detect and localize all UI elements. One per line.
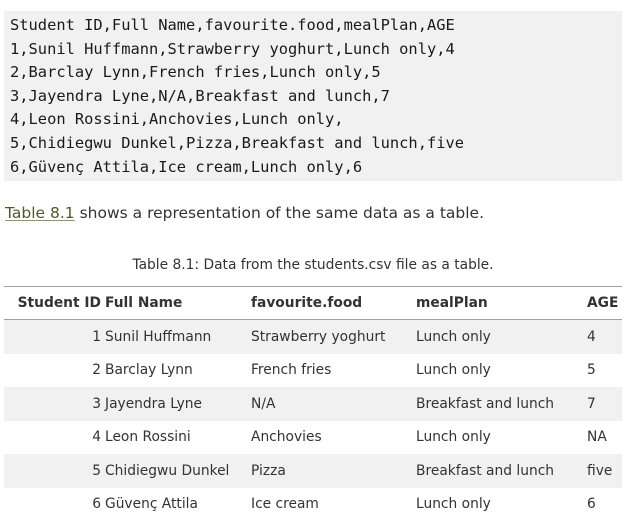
cell-meal-plan: Breakfast and lunch [416,387,587,421]
cell-favourite-food: French fries [251,362,332,379]
code-line: Student ID,Full Name,favourite.food,mealPlan,AGE [10,16,455,34]
cell-meal-plan: Lunch only [416,496,491,513]
header-favourite-food: favourite.food [251,287,416,320]
header-age: AGE [587,287,622,320]
cell-full-name: Leon Rossini [105,429,191,446]
code-line: 1,Sunil Huffmann,Strawberry yoghurt,Lunch only,4 [10,39,455,58]
cell-student-id: 3 [4,387,101,421]
cell-student-id: 1 [4,320,101,354]
cell-student-id: 2 [92,362,101,379]
cell-favourite-food: Anchovies [251,429,322,446]
cell-favourite-food: Strawberry yoghurt [251,320,416,354]
cell-age: NA [587,429,607,446]
cell-student-id: 5 [4,454,101,488]
cell-age: five [587,454,622,488]
cell-age: 6 [587,496,596,513]
description-paragraph [5,201,484,225]
cell-full-name: Sunil Huffmann [101,320,251,354]
cell-age: 4 [587,320,622,354]
cell-full-name: Güvenç Attila [105,496,198,513]
cell-student-id: 6 [92,496,101,513]
cell-meal-plan: Lunch only [416,362,491,379]
header-meal-plan: mealPlan [416,287,587,320]
cell-meal-plan: Lunch only [416,320,587,354]
code-line: 5,Chidiegwu Dunkel,Pizza,Breakfast and lunch,five [10,133,465,152]
cell-full-name: Barclay Lynn [105,362,193,379]
code-line: 3,Jayendra Lyne,N/A,Breakfast and lunch,7 [10,86,390,105]
students-table [4,286,622,521]
table-reference-link[interactable]: Table 8.1 [5,204,75,222]
code-line: 6,Güvenç Attila,Ice cream,Lunch only,6 [10,157,363,176]
table-row [4,320,622,354]
cell-age: 5 [587,362,596,379]
cell-meal-plan: Breakfast and lunch [416,454,587,488]
csv-code-block [4,11,622,181]
cell-favourite-food: Pizza [251,454,416,488]
paragraph-text: shows a representation of the same data as a table. [74,204,485,222]
table-row [4,421,622,455]
cell-age: 7 [587,387,622,421]
table-row [4,387,622,421]
cell-full-name: Chidiegwu Dunkel [101,454,251,488]
cell-favourite-food: N/A [251,387,416,421]
cell-student-id: 4 [92,429,101,446]
header-student-id: Student ID [4,287,101,320]
table-header-row [4,287,622,320]
code-line: 4,Leon Rossini,Anchovies,Lunch only, [10,110,344,129]
table-row [4,488,622,522]
cell-meal-plan: Lunch only [416,429,491,446]
table-row [4,354,622,388]
cell-favourite-food: Ice cream [251,496,319,513]
cell-full-name: Jayendra Lyne [101,387,251,421]
header-full-name: Full Name [101,287,251,320]
code-line: 2,Barclay Lynn,French fries,Lunch only,5 [10,63,381,82]
table-caption: Table 8.1: Data from the students.csv file as a table. [132,257,494,273]
table-row [4,454,622,488]
